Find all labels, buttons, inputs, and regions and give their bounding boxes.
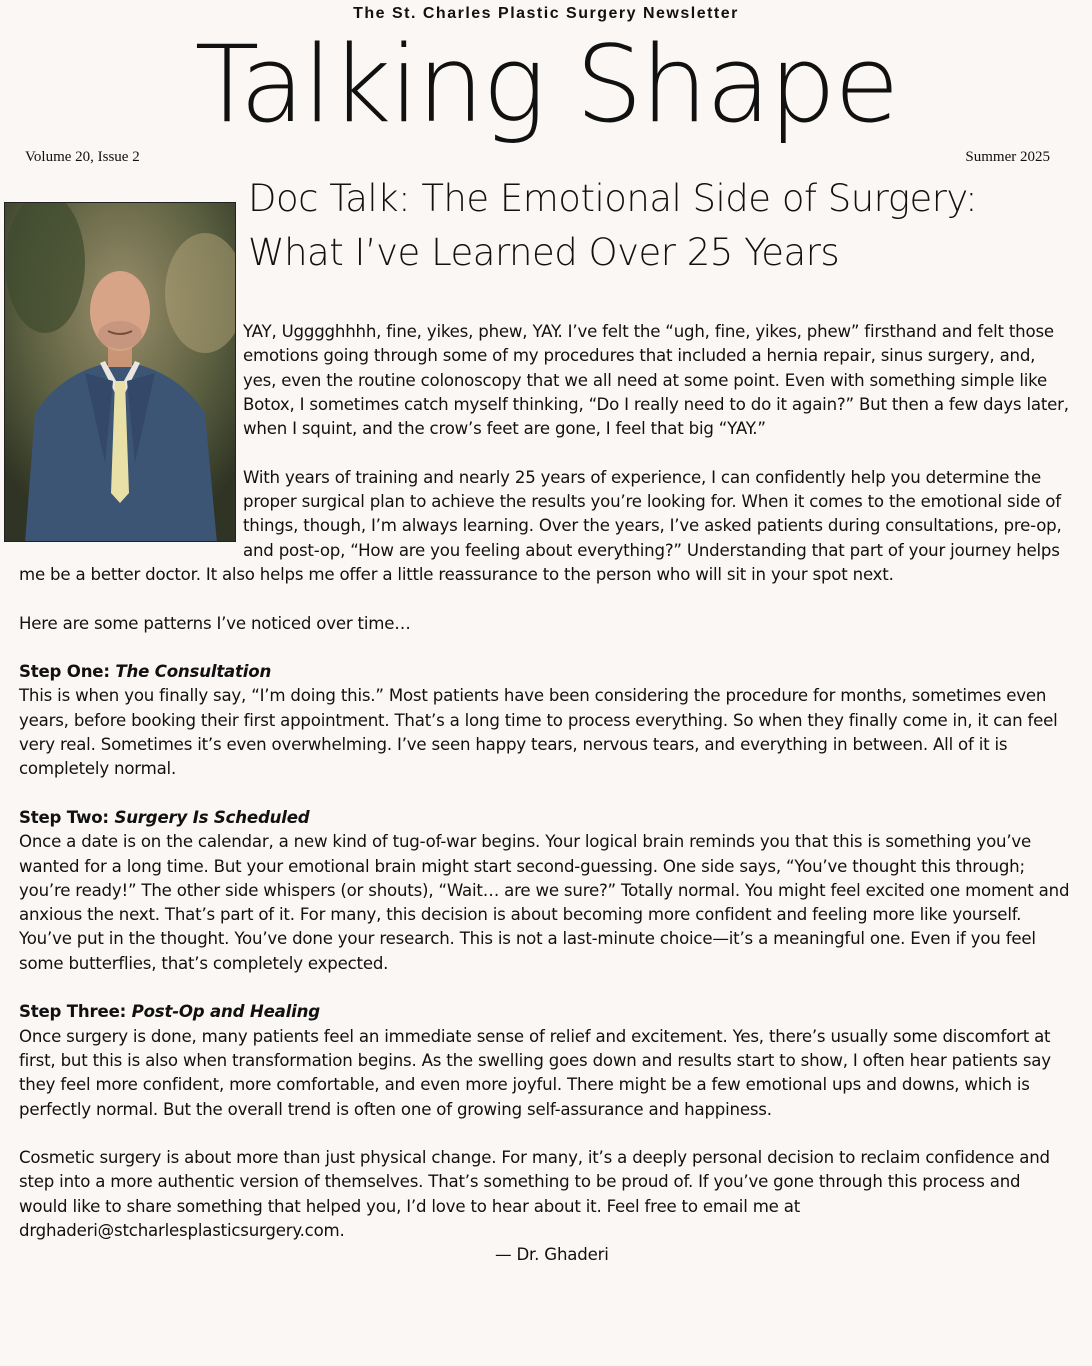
step-two-title: Surgery Is Scheduled: [114, 807, 310, 827]
issue-season: Summer 2025: [965, 149, 1050, 165]
paragraph-patterns: Here are some patterns I’ve noticed over time…: [19, 613, 411, 633]
step-two-text: Once a date is on the calendar, a new kind of tug-of-war begins. Your logical brain reminds you that this is something you’ve wanted for a long time. But your emotional brain might start second-guessing. One side says, “You’ve thought this through; you’re ready!” The other side whispers (or shouts), “Wait… are we sure?” Totally normal. You might feel excited one moment and anxious the next. That’s part of it. For many, this decision is about becoming more confident and feeling more like yourself. You’ve put in the thought. You’ve done your research. This is not a last-minute choice—it’s a meaningful one. Even if you feel some butterflies, that’s completely expected.: [19, 832, 1070, 973]
newsletter-kicker: The St. Charles Plastic Surgery Newsletter: [353, 5, 739, 22]
step-one-label: Step One:: [19, 662, 116, 682]
issue-volume: Volume 20, Issue 2: [25, 149, 140, 165]
step-three-title: Post-Op and Healing: [131, 1002, 320, 1022]
step-three-text: Once surgery is done, many patients feel an immediate sense of relief and excitement. Yes, there’s usually some discomfort at first, but this is also when transformation begins. As the swelling goes down and results start to show, I often hear patients say they feel more confident, more comfortable, and even more joyful. There might be a few emotional ups and downs, which is perfectly normal. But the overall trend is often one of growing self-assurance and happiness.: [19, 1026, 1051, 1119]
step-two-label: Step Two:: [19, 807, 115, 827]
step-three: [19, 1000, 1071, 1121]
step-one-heading: [19, 662, 271, 681]
paragraph-closing: Cosmetic surgery is about more than just physical change. For many, it’s a deeply personal decision to reclaim confidence and step into a more authentic version of themselves. That’s something to be proud of. If you’ve gone through this process and would like to share something that helped you, I’d love to hear about it. Feel free to email me at drghaderi@stcharlesplasticsurgery.com.: [19, 1148, 1050, 1240]
step-one-title: The Consultation: [115, 662, 272, 682]
paragraph-experience: With years of training and nearly 25 years of experience, I can confidently help you determine the proper surgical plan to achieve the results you’re looking for. When it comes to the emotional side of things, though, I’m always learning. Over the years, I’ve asked patients during consultations, pre-op, and post-op, “How are you feeling about everything?” Understanding that part of your journey helps me be a better doctor. It also helps me offer a little reassurance to the person who will sit in your spot next.: [19, 467, 1062, 584]
step-three-heading: [19, 1002, 320, 1021]
article-headline: [248, 172, 1088, 280]
step-one: [19, 660, 1071, 781]
masthead-title: Talking Shape: [194, 23, 898, 146]
article-body: [19, 320, 1071, 1292]
signoff: — Dr. Ghaderi: [495, 1245, 609, 1265]
step-one-text: This is when you finally say, “I’m doing this.” Most patients have been considering the procedure for months, sometimes even years, before booking their first appointment. That’s a long time to process everything. So when they finally come in, it can feel very real. Sometimes it’s even overwhelming. I’ve seen happy tears, nervous tears, and everything in between. All of it is completely normal.: [19, 686, 1058, 779]
photo-wrap-spacer: [19, 320, 243, 550]
paragraph-intro: YAY, Ugggghhhh, fine, yikes, phew, YAY. I’ve felt the “ugh, fine, yikes, phew” firsthand and felt those emotions going through some of my procedures that included a hernia repair, sinus surgery, and, yes, even the routine colonoscopy that we all need at some point. Even with something simple like Botox, I sometimes catch myself thinking, “Do I really need to do it again?” But then a few days later, when I squint, and the crow’s feet are gone, I feel that big “YAY.”: [243, 322, 1069, 439]
step-two-heading: [19, 808, 310, 827]
step-three-label: Step Three:: [19, 1002, 132, 1022]
step-two: [19, 806, 1071, 976]
headline-line-2: What I’ve Learned Over 25 Years: [248, 231, 840, 274]
headline-line-1: Doc Talk: The Emotional Side of Surgery:: [248, 177, 978, 220]
